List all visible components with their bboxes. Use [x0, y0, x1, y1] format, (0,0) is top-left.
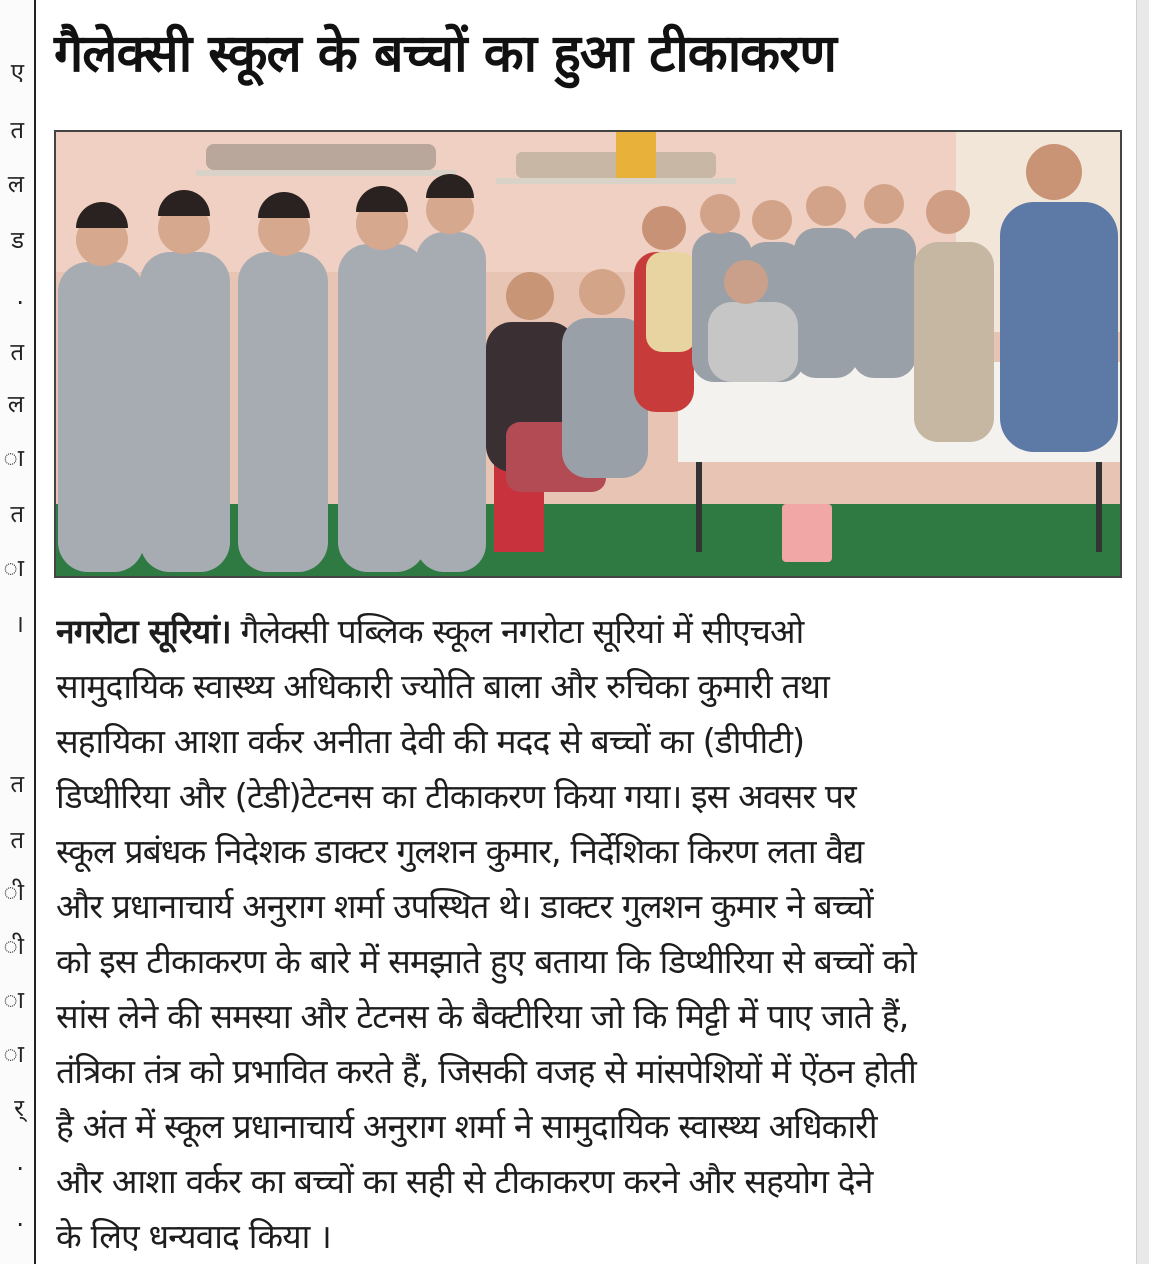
fragment-char: .: [16, 1204, 24, 1232]
fragment-char: ल: [7, 390, 24, 418]
fragment-char: त: [10, 770, 24, 798]
adjacent-column-fragment: [0, 0, 36, 1264]
fragment-char: ा: [3, 986, 24, 1014]
article-line-1: [56, 604, 1124, 659]
article-line-11: और आशा वर्कर का बच्चों का सही से टीकाकरण करने और सहयोग देने: [56, 1162, 873, 1201]
article-line-12: के लिए धन्यवाद किया ।: [56, 1217, 331, 1256]
article-line-10: है अंत में स्कूल प्रधानाचार्य अनुराग शर्मा ने सामुदायिक स्वास्थ्य अधिकारी: [56, 1107, 877, 1146]
article-line-8: सांस लेने की समस्या और टेटनस के बैक्टीरिया जो कि मिट्टी में पाए जाते हैं,: [56, 997, 909, 1036]
fragment-char: ड: [11, 226, 24, 254]
fragment-char: ी: [3, 878, 24, 906]
fragment-char: ए: [10, 58, 24, 86]
fragment-char: त: [10, 116, 24, 144]
fragment-char: त: [10, 338, 24, 366]
fragment-char: त: [10, 826, 24, 854]
page-edge: [1136, 0, 1149, 1264]
article-body: [56, 604, 1124, 1264]
fragment-char: ा: [3, 554, 24, 582]
article-line-2: सामुदायिक स्वास्थ्य अधिकारी ज्योति बाला और रुचिका कुमारी तथा: [56, 667, 829, 706]
fragment-char: ा: [3, 444, 24, 472]
article-line-3: सहायिका आशा वर्कर अनीता देवी की मदद से बच्चों का (डीपीटी): [56, 722, 805, 761]
article-line-5: स्कूल प्रबंधक निदेशक डाक्टर गुलशन कुमार, निर्देशिका किरण लता वैद्य: [56, 832, 864, 871]
fragment-char: .: [16, 1148, 24, 1176]
headline: गैलेक्सी स्कूल के बच्चों का हुआ टीकाकरण: [54, 24, 836, 84]
article-line-4: डिप्थीरिया और (टेडी)टेटनस का टीकाकरण किया गया। इस अवसर पर: [56, 777, 856, 816]
fragment-char: ल: [7, 170, 24, 198]
fragment-char: त: [10, 500, 24, 528]
group-photo-image: [54, 130, 1122, 578]
fragment-char: .: [16, 282, 24, 310]
dateline: नगरोटा सूरियां।: [56, 612, 231, 651]
article-line-9: तंत्रिका तंत्र को प्रभावित करते हैं, जिसकी वजह से मांसपेशियों में ऐंठन होती: [56, 1052, 916, 1091]
article-text: गैलेक्सी पब्लिक स्कूल नगरोटा सूरियां में सीएचओ: [230, 612, 804, 651]
article-line-7: को इस टीकाकरण के बारे में समझाते हुए बताया कि डिप्थीरिया से बच्चों को: [56, 942, 917, 981]
fragment-char: ।: [14, 610, 24, 638]
article-line-6: और प्रधानाचार्य अनुराग शर्मा उपस्थित थे। डाक्टर गुलशन कुमार ने बच्चों: [56, 887, 873, 926]
fragment-char: ी: [3, 932, 24, 960]
previous-article-cut-text: [60, 0, 1050, 6]
fragment-char: ा: [3, 1040, 24, 1068]
fragment-char: र्: [14, 1094, 24, 1122]
